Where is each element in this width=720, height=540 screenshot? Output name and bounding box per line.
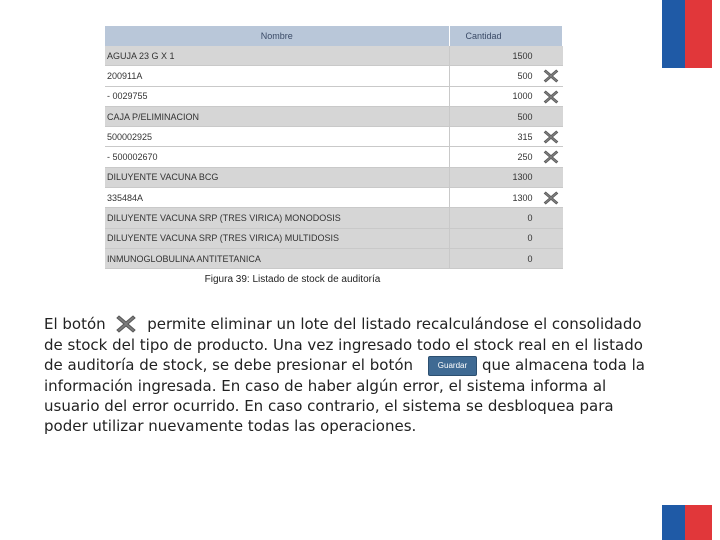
table-row: [105, 46, 563, 66]
table-row: [105, 228, 563, 248]
quantity-value: 1000: [512, 91, 533, 102]
cell-nombre: 500002925: [105, 127, 449, 147]
cell-cantidad: [449, 167, 562, 187]
quantity-value: 0: [527, 213, 533, 224]
cell-nombre: 200911A: [105, 66, 449, 86]
quantity-value: 1300: [512, 172, 533, 183]
cell-cantidad: [449, 46, 562, 66]
table-header-row: [105, 26, 563, 46]
cell-cantidad: [449, 127, 562, 147]
cell-nombre: 335484A: [105, 188, 449, 208]
delete-x-icon[interactable]: [542, 67, 560, 85]
cell-nombre: DILUYENTE VACUNA BCG: [105, 167, 449, 187]
delete-x-icon[interactable]: [542, 88, 560, 106]
flag-blue-stripe: [662, 505, 685, 540]
table-row: [105, 106, 563, 126]
table-row: [105, 208, 563, 228]
quantity-value: 500: [517, 70, 533, 81]
cell-cantidad: [449, 248, 562, 268]
cell-nombre: DILUYENTE VACUNA SRP (TRES VIRICA) MONODOSIS: [105, 208, 449, 228]
table-row: [105, 248, 563, 268]
cell-nombre: CAJA P/ELIMINACION: [105, 106, 449, 126]
cell-cantidad: [449, 228, 562, 248]
guardar-button[interactable]: Guardar: [428, 356, 477, 376]
flag-red-stripe: [685, 0, 712, 68]
cell-cantidad: [449, 86, 562, 106]
table-row: [105, 127, 563, 147]
table-row: [105, 66, 563, 86]
column-header-nombre[interactable]: Nombre: [105, 26, 449, 46]
figure-caption: Figura 39: Listado de stock de auditoría: [204, 274, 381, 285]
cell-cantidad: [449, 66, 562, 86]
flag-red-stripe: [685, 505, 712, 540]
body-paragraph: [44, 313, 659, 436]
cell-cantidad: [449, 106, 562, 126]
paragraph-text-2: permite eliminar un lote del listado recalculándose el consolidado de stock del tipo de producto. Una vez ingresado todo el stock real en el listado de auditoría de stock, se debe presionar el botón: [44, 315, 643, 374]
cell-cantidad: [449, 208, 562, 228]
table-row: [105, 147, 563, 167]
delete-x-icon[interactable]: [542, 189, 560, 207]
table-row: [105, 167, 563, 187]
flag-blue-stripe: [662, 0, 685, 68]
cell-nombre: DILUYENTE VACUNA SRP (TRES VIRICA) MULTIDOSIS: [105, 228, 449, 248]
cell-nombre: INMUNOGLOBULINA ANTITETANICA: [105, 248, 449, 268]
quantity-value: 0: [527, 253, 533, 264]
quantity-value: 250: [517, 152, 533, 163]
stock-audit-table: [105, 26, 563, 269]
quantity-value: 1300: [512, 192, 533, 203]
table-row: [105, 86, 563, 106]
cell-nombre: - 500002670: [105, 147, 449, 167]
paragraph-text-3: que almacena toda la información ingresada. En caso de haber algún error, el sistema informa al usuario del error ocurrido. En caso contrario, el sistema se desbloquea para poder utilizar nuevamente todas las operaciones.: [44, 356, 645, 435]
cell-cantidad: [449, 188, 562, 208]
table-row: [105, 188, 563, 208]
stock-table-body: [105, 46, 563, 269]
flag-decoration-top: [662, 0, 712, 68]
quantity-value: 0: [527, 233, 533, 244]
delete-x-icon: [114, 313, 138, 335]
cell-cantidad: [449, 147, 562, 167]
column-header-cantidad[interactable]: Cantidad: [449, 26, 562, 46]
paragraph-text-1: El botón: [44, 315, 106, 333]
quantity-value: 1500: [512, 50, 533, 61]
delete-x-icon[interactable]: [542, 128, 560, 146]
cell-nombre: AGUJA 23 G X 1: [105, 46, 449, 66]
flag-decoration-bottom: [662, 505, 712, 540]
quantity-value: 500: [517, 111, 533, 122]
quantity-value: 315: [517, 131, 533, 142]
cell-nombre: - 0029755: [105, 86, 449, 106]
delete-x-icon[interactable]: [542, 148, 560, 166]
